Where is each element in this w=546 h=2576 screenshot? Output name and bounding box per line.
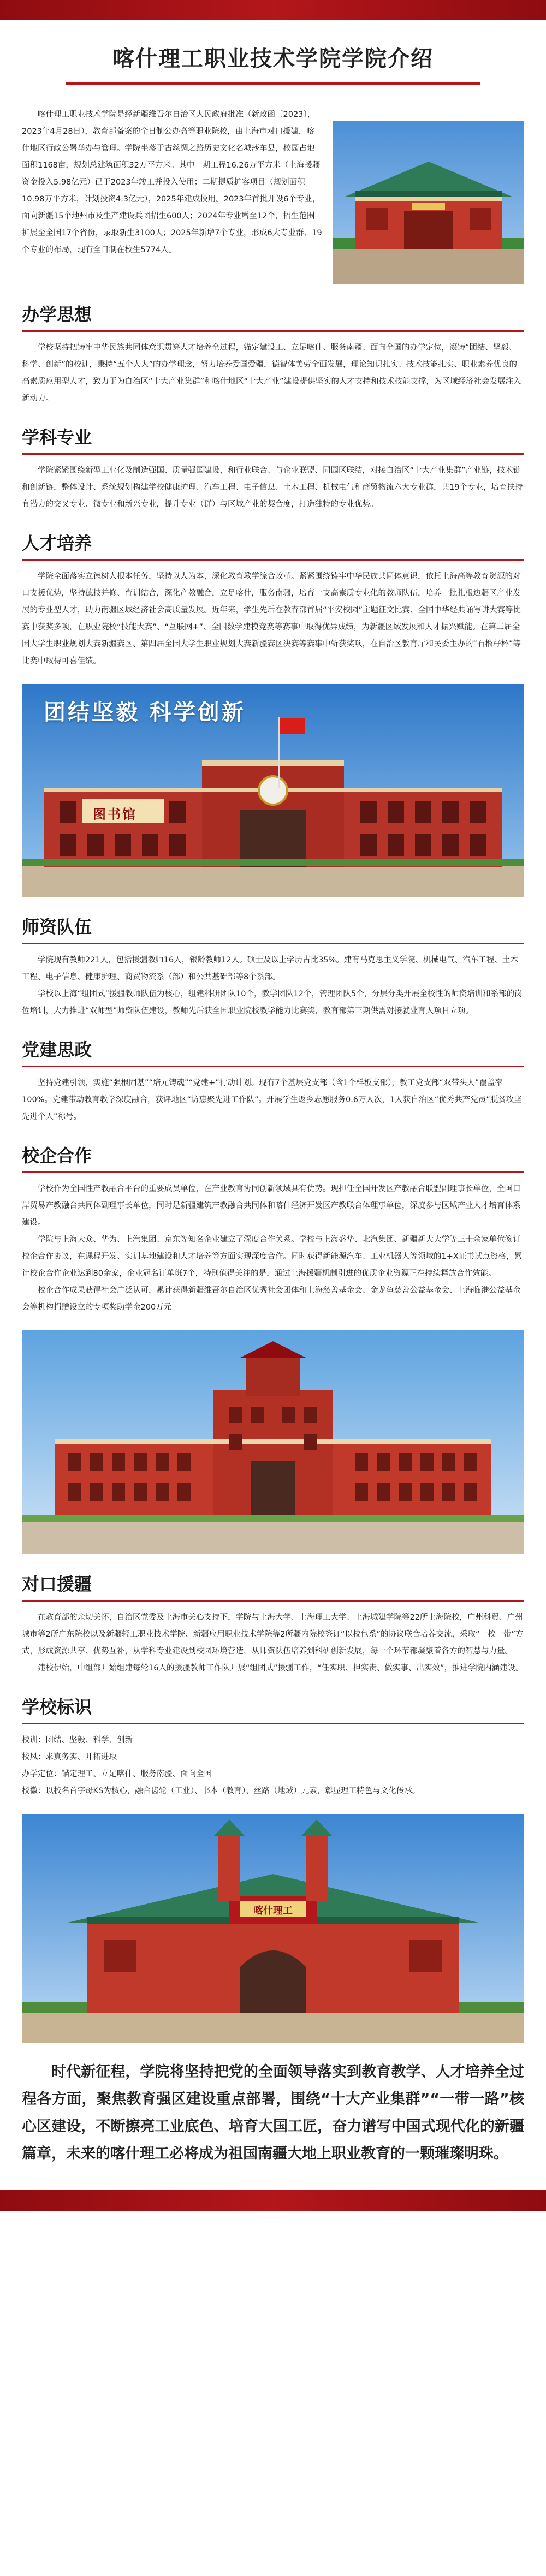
- page-title: 喀什理工职业技术学院学院介绍: [112, 46, 434, 72]
- library-plaque: 图书馆: [93, 807, 137, 822]
- top-decor-bar: [0, 0, 546, 20]
- arch-gate-illustration: [22, 1814, 524, 2043]
- section-paragraph: 学院紧紧围绕新型工业化及制造强国、质量强国建设，和行业联合、与企业联盟、同园区联结，对接自治区“十大产业集群”产业链，技术链和创新链，整体设计、系统规划构建学校健康护理、汽车工程、电子信息、土木工程、机械电气和商贸物流六大专业群，共19个专业，培育扶持有潜力的交叉专业、微专业和新兴专业，提升专业（群）与区域产业的契合度，打造独特的专业优势。: [22, 466, 523, 509]
- section-title: 学科专业: [22, 427, 92, 448]
- section-paragraph: 建校伊始，中组部开始组建每轮16人的援疆教师工作队开展“组团式”援疆工作，“任实职、担实责、做实事、出实效”，推进学院内涵建设。: [38, 1664, 524, 1673]
- section-divider: [22, 559, 524, 561]
- gate-photo: [333, 121, 524, 284]
- section-faculty: [0, 913, 546, 1020]
- section-philosophy: [0, 301, 546, 407]
- section-divider: [22, 1723, 524, 1724]
- section-title: 党建思政: [22, 1039, 92, 1060]
- main-building-photo: [22, 1330, 524, 1554]
- section-paragraph: 学校作为全国性产教融合平台的重要成员单位，在产业教育协同创新领域具有优势。现担任全国开发区产教融合联盟副理事长单位，全国口岸贸易产教融合共同体副理事长单位，同时是新疆建筑产教融合共同体和喀什经济开发区产教联合体理事单位，深度参与区域产业人才培育体系建设。: [22, 1185, 521, 1227]
- section-divider: [22, 1171, 524, 1173]
- emblem-line: 校徽：以校名首字母KS为核心，融合齿轮（工业）、书本（教育）、丝路（地域）元素，彰显理工特色与文化传承。: [22, 1787, 420, 1795]
- motto-line: 校训：团结、坚毅、科学、创新: [22, 1736, 133, 1745]
- arch-gate-photo: [22, 1814, 524, 2043]
- section-cooperation: [0, 1142, 546, 1316]
- section-title: 学校标识: [22, 1697, 92, 1717]
- positioning-line: 办学定位：锚定理工、立足喀什、服务南疆、面向全国: [22, 1770, 212, 1778]
- closing-tagline: 时代新征程，学院将坚持把党的全面领导落实到教育教学、人才培养全过程各方面，聚焦教育强区建设重点部署，围绕“十大产业集群”“一带一路”核心区建设，不断擦亮工业底色、培育大国工匠，奋力谱写中国式现代化的新疆篇章，未来的喀什理工必将成为祖国南疆大地上职业教育的一颗璀璨明珠。: [22, 2063, 524, 2162]
- ethos-line: 校风：求真务实、开拓进取: [22, 1753, 117, 1762]
- arch-plaque: 喀什理工: [253, 1905, 293, 1917]
- section-divider: [22, 453, 524, 455]
- section-title: 办学思想: [22, 304, 92, 325]
- section-identity: [0, 1693, 546, 1800]
- section-divider: [22, 1600, 524, 1602]
- section-aid: [0, 1570, 546, 1677]
- section-disciplines: [0, 424, 546, 513]
- section-paragraph: 学院现有教师221人，包括援疆教师16人，银龄教师12人。硕士及以上学历占比35%。建有马克思主义学院、机械电气、汽车工程、土木工程、电子信息、健康护理、商贸物流系（部）和公共基础部等8个系部。: [22, 956, 518, 981]
- section-title: 对口援疆: [22, 1574, 92, 1595]
- section-title: 校企合作: [22, 1145, 92, 1166]
- section-paragraph: 学院与上海大众、华为、上汽集团、京东等知名企业建立了深度合作关系。学校与上海盛华、北汽集团、新疆新大大学等三十余家单位签订校企合作协议，在课程开发、实训基地建设和人才培养等方面实现深度合作。同时获得新能源汽车、工业机器人等领域的1+X证书试点资格，累计校企合作企业达到80余家，企业冠名订单班7个，特别值得关注的是，通过上海援疆机制引进的优质企业资源正在持续释放合作效能。: [22, 1235, 522, 1278]
- header: [0, 20, 546, 96]
- section-paragraph: 在教育部的亲切关怀，自治区党委及上海市关心支持下，学院与上海大学、上海理工大学、上海城建学院等22所上海院校，广州科贸、广州城市等2所广东院校以及新疆轻工职业技术学院、新疆应用职业技术学院等2所疆内院校签订“以校包系”的协议联合培养交流，采取“一校一带”方式，形成资源共享、优势互补，从学科专业建设到校园环境营造，从师资队伍培养到科研创新发展，每一个环节都凝聚着各方的智慧与力量。: [22, 1613, 524, 1656]
- section-divider: [22, 943, 524, 944]
- section-party: [0, 1036, 546, 1126]
- section-talent: [0, 530, 546, 670]
- section-title: 师资队伍: [22, 917, 92, 937]
- section-divider: [22, 330, 524, 332]
- slogan-overlay: 团结坚毅 科学创新: [44, 700, 246, 725]
- section-title: 人才培养: [22, 533, 92, 554]
- section-paragraph: 坚持党建引领，实施“强根固基”“培元铸魂”“党建+”行动计划。现有7个基层党支部（含1个样板支部），教工党支部“双带头人”覆盖率100%。党建带动教育教学深度融合，获评地区“访惠聚先进工作队”。开展学生返乡志愿服务0.6万人次，1人获自治区“优秀共产党员”脱贫攻坚先进个人”称号。: [22, 1079, 522, 1121]
- gate-illustration: [333, 121, 524, 284]
- intro-text: 喀什理工职业技术学院是经新疆维吾尔自治区人民政府批准（新政函〔2023〕，2023年4月28日），教育部备案的全日制公办高等职业院校，由上海市对口援建，喀什地区行政公署举办与管理。学院坐落于古丝绸之路历史文化名城莎车县，校园占地面积1168亩，规划总建筑面积32万平方米。其中一期工程16.26万平方米（上海援疆资金投入5.98亿元）已于2023年竣工并投入使用；二期提质扩容项目（规划面积10.98万平方米，计划投资4.3亿元），2025年建成投用。2023年首批开设6个专业，面向新疆15个地州市及生产建设兵团招生600人；2024年专业增至12个，招生范围扩展至全国17个省份，录取新生3100人；2025年新增7个专业，形成6大专业群、19个专业的布局，现有全日制在校生5774人。: [22, 110, 322, 254]
- section-paragraph: 校企合作成果获得社会广泛认可，累计获得新疆维吾尔自治区优秀社会团体和上海慈善基金会、金龙鱼慈善公益基金会、上海临港公益基金会等机构捐赠设立的专项奖助学金200万元: [22, 1286, 521, 1312]
- section-paragraph: 学院全面落实立德树人根本任务，坚持以人为本，深化教育教学综合改革。紧紧围绕铸牢中华民族共同体意识，依托上海高等教育资源的对口支援优势，坚持德技并修、育训结合，深化产教融合，立足喀什，服务南疆，培育一支高素质专业化的教师队伍，培养一批扎根边疆区产业发展的专业型人才，助力南疆区域经济社会高质量发展。近年来，学生先后在教育部首届“平安校园”主题征文比赛、全国中华经典诵写讲大赛等比赛中获奖多项，在职业院校“技能大赛”、“互联网+”、全国数学建模竞赛等赛事中取得优异成绩，为新疆区域发展和人才振兴赋能。在第二届全国大学生职业规划大赛新疆赛区、第四届全国大学生职业规划大赛新疆赛区决赛等赛事中斩获奖项，在自治区教育厅和民委主办的“石榴籽杯”等比赛中取得可喜佳绩。: [22, 572, 521, 665]
- bottom-decor-bar: [0, 2190, 546, 2211]
- section-paragraph: 学校以上海“组团式”援疆教师队伍为核心，组建科研团队10个，教学团队12个，管理团队5个，分层分类开展全校性的师资培训和系部的岗位培训，大力推进“双师型”师资队伍建设，教师先后获全国职业院校教学能力比赛奖，教育部第三期供需对接就业育人项目立项。: [22, 990, 523, 1015]
- section-divider: [22, 1066, 524, 1067]
- title-underline: [66, 82, 480, 85]
- main-building-illustration: [22, 1330, 524, 1554]
- intro-block: [0, 96, 546, 284]
- library-photo: [22, 684, 524, 897]
- section-paragraph: 学校坚持把铸牢中华民族共同体意识贯穿人才培养全过程，锚定建设工、立足喀什、服务南疆、面向全国的办学定位，凝铸“团结、坚毅、科学、创新”的校训，秉持“五个人人”的办学理念，努力培养爱国爱疆，德智体美劳全面发展，理论知识扎实、技术技能扎实、职业素养优良的高素质应用型人才，致力于为自治区“十大产业集群”和喀什地区“十大产业”建设提供坚实的人才支持和技术技能支撑，为区域经济社会发展注入新动力。: [22, 343, 521, 403]
